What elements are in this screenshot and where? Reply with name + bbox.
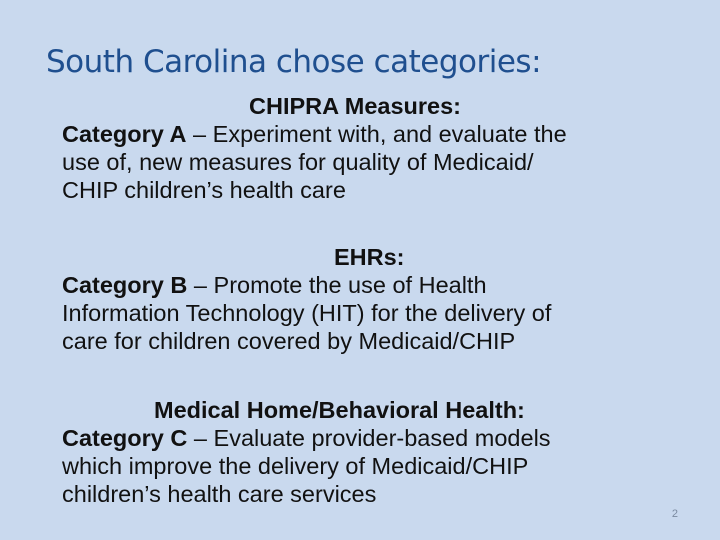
section-category-c [62,396,682,508]
body-line: children’s health care services [62,481,377,507]
body-line: which improve the delivery of Medicaid/CHIP [62,453,529,479]
section-heading: CHIPRA Measures: [249,93,461,119]
body-line: CHIP children’s health care [62,177,346,203]
section-first-line [62,424,682,452]
section-category-a [62,92,682,204]
category-dash: – [187,272,214,298]
slide-title: South Carolina chose categories: [46,44,542,80]
section-first-line [62,271,682,299]
section-first-line [62,120,682,148]
body-line: Information Technology (HIT) for the delivery of [62,300,552,326]
body-line: Promote the use of Health [213,272,487,298]
section-heading: Medical Home/Behavioral Health: [154,397,525,423]
body-line: Experiment with, and evaluate the [212,121,567,147]
body-line: care for children covered by Medicaid/CHIP [62,328,516,354]
body-line: Evaluate provider-based models [213,425,551,451]
category-dash: – [187,425,214,451]
page-number: 2 [671,508,678,520]
category-dash: – [186,121,213,147]
section-category-b [62,243,682,355]
body-line: use of, new measures for quality of Medicaid/ [62,149,534,175]
category-label: Category B [62,272,188,298]
section-heading: EHRs: [334,244,405,270]
category-label: Category C [62,425,188,451]
category-label: Category A [62,121,187,147]
